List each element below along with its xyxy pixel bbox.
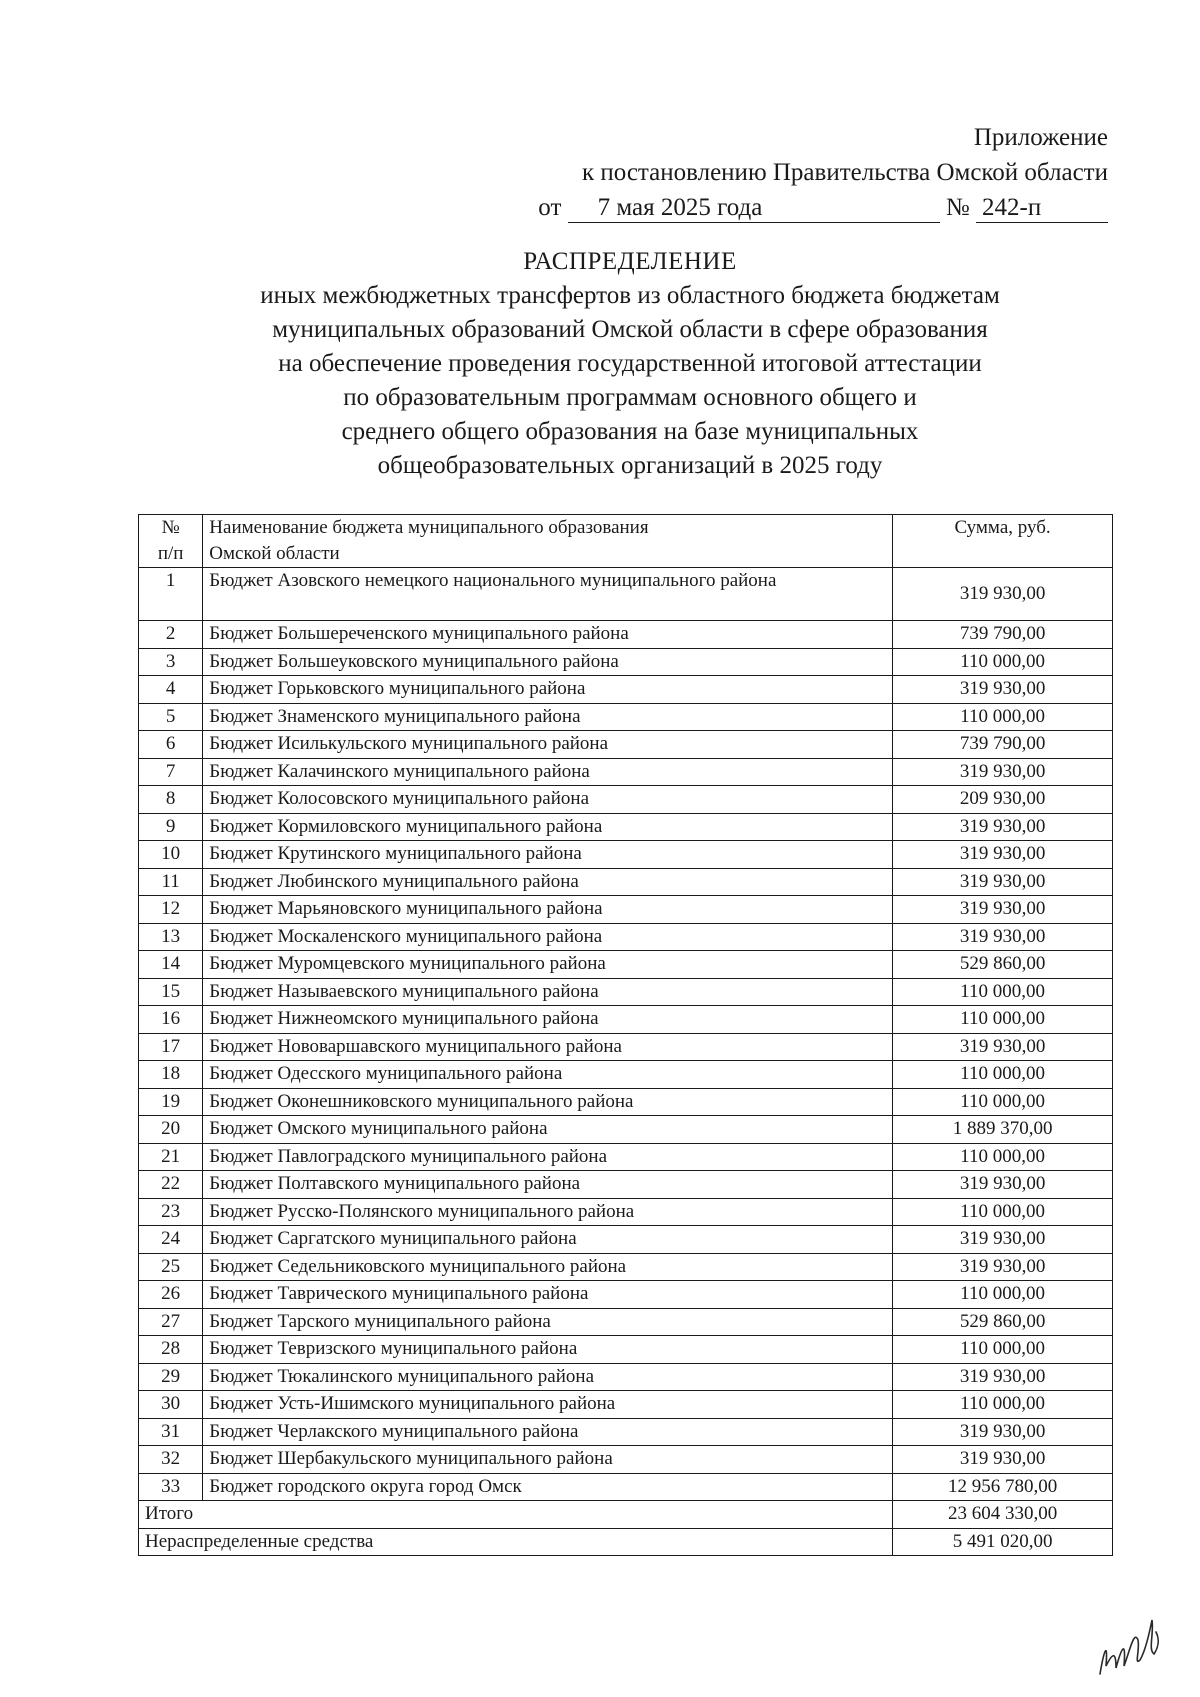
row-sum: 12 956 780,00	[893, 1473, 1113, 1501]
row-number: 18	[139, 1061, 203, 1089]
row-number: 27	[139, 1308, 203, 1336]
row-number: 15	[139, 978, 203, 1006]
row-sum: 209 930,00	[893, 786, 1113, 814]
row-number: 26	[139, 1281, 203, 1309]
row-name: Бюджет городского округа город Омск	[203, 1473, 893, 1501]
row-number: 31	[139, 1418, 203, 1446]
date-prefix: от	[538, 194, 562, 221]
table-row	[139, 1143, 1113, 1171]
decree-date: 7 мая 2025 года	[568, 194, 940, 223]
appendix-decree: к постановлению Правительства Омской области	[581, 159, 1108, 186]
row-name: Бюджет Нововаршавского муниципального района	[203, 1033, 893, 1061]
table-row	[139, 676, 1113, 704]
row-number: 11	[139, 868, 203, 896]
row-sum: 529 860,00	[893, 951, 1113, 979]
row-name: Бюджет Саргатского муниципального района	[203, 1226, 893, 1254]
row-number: 4	[139, 676, 203, 704]
row-name: Бюджет Полтавского муниципального района	[203, 1171, 893, 1199]
row-number: 8	[139, 786, 203, 814]
row-name: Бюджет Калачинского муниципального района	[203, 758, 893, 786]
row-number: 20	[139, 1116, 203, 1144]
heading-line: общеобразовательных организаций в 2025 году	[377, 452, 883, 479]
row-name: Бюджет Большеуковского муниципального района	[203, 648, 893, 676]
row-sum: 319 930,00	[893, 841, 1113, 869]
unallocated-label: Нераспределенные средства	[139, 1528, 893, 1556]
header-name	[203, 515, 893, 568]
table-row	[139, 1171, 1113, 1199]
table-row	[139, 1391, 1113, 1419]
row-sum: 110 000,00	[893, 1336, 1113, 1364]
heading-line: иных межбюджетных трансфертов из областного бюджета бюджетам	[260, 282, 1000, 309]
header-number	[139, 515, 203, 568]
appendix-label: Приложение	[973, 124, 1108, 151]
row-name: Бюджет Усть-Ишимского муниципального района	[203, 1391, 893, 1419]
row-sum: 110 000,00	[893, 1088, 1113, 1116]
row-name: Бюджет Шербакульского муниципального района	[203, 1446, 893, 1474]
row-number: 28	[139, 1336, 203, 1364]
row-name: Бюджет Тюкалинского муниципального района	[203, 1363, 893, 1391]
row-name: Бюджет Любинского муниципального района	[203, 868, 893, 896]
row-number: 25	[139, 1253, 203, 1281]
table-row	[139, 1061, 1113, 1089]
row-sum: 319 930,00	[893, 758, 1113, 786]
row-name: Бюджет Называевского муниципального района	[203, 978, 893, 1006]
row-sum: 319 930,00	[893, 813, 1113, 841]
row-number: 14	[139, 951, 203, 979]
row-name: Бюджет Горьковского муниципального района	[203, 676, 893, 704]
distribution-table	[138, 514, 1113, 1556]
row-name: Бюджет Таврического муниципального района	[203, 1281, 893, 1309]
row-number: 3	[139, 648, 203, 676]
table-row	[139, 1088, 1113, 1116]
table-row	[139, 1198, 1113, 1226]
row-sum: 739 790,00	[893, 731, 1113, 759]
row-number: 16	[139, 1006, 203, 1034]
table-row	[139, 621, 1113, 649]
table-row	[139, 1473, 1113, 1501]
row-name: Бюджет Павлоградского муниципального района	[203, 1143, 893, 1171]
header-name-line1: Наименование бюджета муниципального образования	[209, 517, 649, 538]
table-row	[139, 951, 1113, 979]
heading-line: муниципальных образований Омской области в сфере образования	[272, 316, 988, 343]
row-number: 24	[139, 1226, 203, 1254]
row-number: 2	[139, 621, 203, 649]
table-row	[139, 1336, 1113, 1364]
row-sum: 110 000,00	[893, 1061, 1113, 1089]
table-row	[139, 1363, 1113, 1391]
header-sum: Сумма, руб.	[893, 515, 1113, 568]
row-name: Бюджет Черлакского муниципального района	[203, 1418, 893, 1446]
row-name: Бюджет Москаленского муниципального района	[203, 923, 893, 951]
table-row	[139, 648, 1113, 676]
table-row	[139, 1253, 1113, 1281]
row-sum: 110 000,00	[893, 1391, 1113, 1419]
row-number: 30	[139, 1391, 203, 1419]
row-number: 33	[139, 1473, 203, 1501]
row-sum: 319 930,00	[893, 923, 1113, 951]
row-sum: 110 000,00	[893, 648, 1113, 676]
row-sum: 319 930,00	[893, 676, 1113, 704]
row-sum: 110 000,00	[893, 1198, 1113, 1226]
row-sum: 319 930,00	[893, 1171, 1113, 1199]
row-number: 17	[139, 1033, 203, 1061]
table-row	[139, 923, 1113, 951]
heading-subtitle	[150, 279, 1110, 483]
row-number: 9	[139, 813, 203, 841]
row-number: 23	[139, 1198, 203, 1226]
table-row	[139, 1446, 1113, 1474]
row-name: Бюджет Омского муниципального района	[203, 1116, 893, 1144]
heading-line: на обеспечение проведения государственной итоговой аттестации	[278, 350, 982, 377]
row-name: Бюджет Нижнеомского муниципального района	[203, 1006, 893, 1034]
row-name: Бюджет Кормиловского муниципального района	[203, 813, 893, 841]
table-row	[139, 1281, 1113, 1309]
handwritten-signature	[1094, 1610, 1164, 1682]
number-prefix: №	[945, 194, 970, 221]
table-row	[139, 868, 1113, 896]
table-row	[139, 813, 1113, 841]
row-number: 1	[139, 568, 203, 621]
row-number: 21	[139, 1143, 203, 1171]
row-sum: 110 000,00	[893, 978, 1113, 1006]
row-sum: 110 000,00	[893, 703, 1113, 731]
row-sum: 319 930,00	[893, 1363, 1113, 1391]
total-label: Итого	[139, 1501, 893, 1529]
table-row	[139, 758, 1113, 786]
table-row	[139, 1418, 1113, 1446]
row-name: Бюджет Седельниковского муниципального района	[203, 1253, 893, 1281]
row-name: Бюджет Крутинского муниципального района	[203, 841, 893, 869]
table-row	[139, 786, 1113, 814]
table-row	[139, 896, 1113, 924]
row-name: Бюджет Русско-Полянского муниципального района	[203, 1198, 893, 1226]
row-name: Бюджет Азовского немецкого национального муниципального района	[203, 568, 893, 621]
table-row	[139, 568, 1113, 621]
row-sum: 319 930,00	[893, 868, 1113, 896]
row-sum: 319 930,00	[893, 1226, 1113, 1254]
row-name: Бюджет Оконешниковского муниципального района	[203, 1088, 893, 1116]
appendix-block	[538, 120, 1108, 225]
row-name: Бюджет Большереченского муниципального района	[203, 621, 893, 649]
row-number: 13	[139, 923, 203, 951]
header-number-line2: п/п	[157, 543, 184, 564]
appendix-date-line	[538, 190, 1108, 225]
row-sum: 319 930,00	[893, 896, 1113, 924]
row-number: 5	[139, 703, 203, 731]
row-sum: 1 889 370,00	[893, 1116, 1113, 1144]
table-header-row	[139, 515, 1113, 568]
row-number: 19	[139, 1088, 203, 1116]
row-number: 29	[139, 1363, 203, 1391]
table-body	[139, 568, 1113, 1501]
row-name: Бюджет Муромцевского муниципального района	[203, 951, 893, 979]
heading-line: по образовательным программам основного общего и	[343, 384, 917, 411]
unallocated-row	[139, 1528, 1113, 1556]
row-sum: 319 930,00	[893, 1033, 1113, 1061]
row-name: Бюджет Одесского муниципального района	[203, 1061, 893, 1089]
row-number: 32	[139, 1446, 203, 1474]
row-number: 6	[139, 731, 203, 759]
header-number-line1: №	[161, 517, 180, 538]
row-name: Бюджет Исилькульского муниципального района	[203, 731, 893, 759]
table-row	[139, 1226, 1113, 1254]
table-row	[139, 731, 1113, 759]
row-number: 12	[139, 896, 203, 924]
heading-line: среднего общего образования на базе муниципальных	[341, 418, 919, 445]
row-name: Бюджет Марьяновского муниципального района	[203, 896, 893, 924]
header-name-line2: Омской области	[209, 543, 340, 564]
table-row	[139, 1308, 1113, 1336]
row-name: Бюджет Тевризского муниципального района	[203, 1336, 893, 1364]
unallocated-sum: 5 491 020,00	[893, 1528, 1113, 1556]
row-sum: 110 000,00	[893, 1143, 1113, 1171]
table-row	[139, 978, 1113, 1006]
row-sum: 319 930,00	[893, 1446, 1113, 1474]
row-sum: 529 860,00	[893, 1308, 1113, 1336]
total-row	[139, 1501, 1113, 1529]
row-sum: 739 790,00	[893, 621, 1113, 649]
row-sum: 319 930,00	[893, 1418, 1113, 1446]
document-heading	[150, 245, 1110, 483]
row-sum: 319 930,00	[893, 568, 1113, 621]
table-row	[139, 841, 1113, 869]
table-row	[139, 703, 1113, 731]
row-sum: 110 000,00	[893, 1281, 1113, 1309]
row-number: 22	[139, 1171, 203, 1199]
table-row	[139, 1033, 1113, 1061]
decree-number: 242-п	[976, 194, 1108, 223]
row-number: 7	[139, 758, 203, 786]
row-name: Бюджет Знаменского муниципального района	[203, 703, 893, 731]
row-name: Бюджет Тарского муниципального района	[203, 1308, 893, 1336]
row-name: Бюджет Колосовского муниципального района	[203, 786, 893, 814]
row-number: 10	[139, 841, 203, 869]
table-row	[139, 1116, 1113, 1144]
document-title: РАСПРЕДЕЛЕНИЕ	[523, 248, 737, 275]
row-sum: 110 000,00	[893, 1006, 1113, 1034]
row-sum: 319 930,00	[893, 1253, 1113, 1281]
total-sum: 23 604 330,00	[893, 1501, 1113, 1529]
table-row	[139, 1006, 1113, 1034]
